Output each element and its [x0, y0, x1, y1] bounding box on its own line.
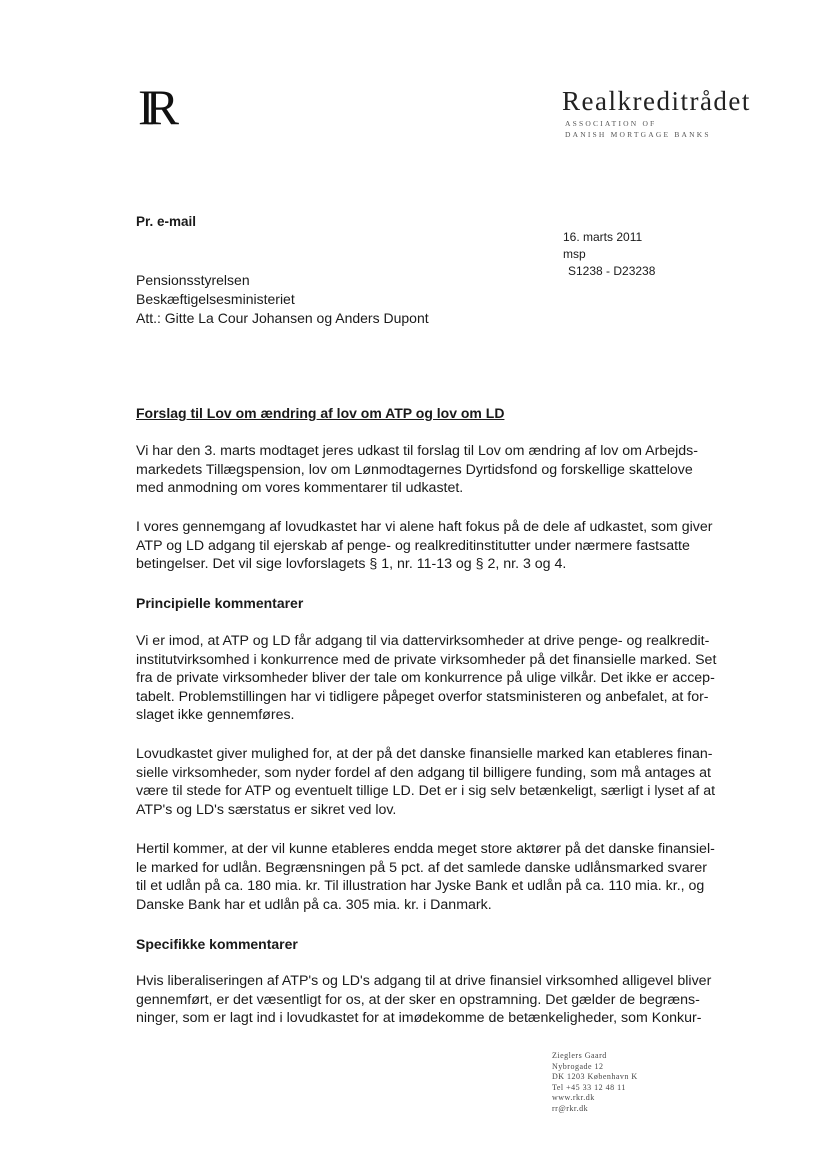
footer-website: www.rkr.dk: [552, 1093, 595, 1102]
footer-line: DK 1203 København K: [552, 1072, 638, 1081]
paragraph-line: ATP's og LD's særstatus er sikret ved lov.: [136, 801, 397, 818]
footer-email: rr@rkr.dk: [552, 1103, 589, 1113]
paragraph-5: [136, 840, 726, 914]
footer-line: Tel +45 33 12 48 11: [552, 1082, 626, 1092]
recipient-line-3: Att.: Gitte La Cour Johansen og Anders Dupont: [136, 310, 429, 326]
sender-initials: msp: [563, 247, 586, 261]
organization-subtitle-line-1: ASSOCIATION OF: [565, 119, 657, 128]
footer-address: [552, 1051, 638, 1114]
paragraph-line: Lovudkastet giver mulighed for, at der på det danske finansielle marked kan etableres finan-: [136, 746, 713, 762]
paragraph-line: sielle virksomheder, som nyder fordel af den adgang til billigere funding, som må antages at: [136, 764, 711, 781]
paragraph-line: Vi har den 3. marts modtaget jeres udkast til forslag til Lov om ændring af lov om Arbejds-: [136, 443, 698, 459]
paragraph-line: være til stede for ATP og eventuelt tillige LD. Det er i sig selv betænkeligt, særligt i lyset af at: [136, 783, 716, 799]
paragraph-line: le marked for udlån. Begrænsningen på 5 pct. af det samlede danske udlånsmarked svarer: [136, 859, 707, 876]
organization-name: Realkreditrådet: [562, 86, 751, 116]
section-heading-specific: Specifikke kommentarer: [136, 936, 298, 952]
paragraph-1: [136, 442, 726, 498]
send-method: Pr. e-mail: [136, 214, 197, 229]
footer-line: Nybrogade 12: [552, 1061, 604, 1071]
paragraph-6: [136, 972, 726, 1028]
paragraph-line: ninger, som er lagt ind i lovudkastet for at imødekomme de betænkeligheder, som Konkur-: [136, 1010, 702, 1026]
paragraph-line: institutvirksomhed i konkurrence med de private virksomheder på det finansielle marked. Set: [136, 651, 717, 668]
paragraph-2: [136, 518, 726, 574]
paragraph-line: gennemført, er det væsentligt for os, at der sker en opstramning. Det gælder de begræns-: [136, 991, 700, 1008]
letter-date: 16. marts 2011: [563, 230, 643, 244]
paragraph-line: ATP og LD adgang til ejerskab af penge- og realkreditinstitutter under nærmere fastsatte: [136, 537, 690, 554]
paragraph-line: slaget ikke gennemføres.: [136, 707, 295, 723]
paragraph-4: [136, 745, 726, 819]
recipient-line-1: Pensionsstyrelsen: [136, 272, 250, 288]
paragraph-line: med anmodning om vores kommentarer til udkastet.: [136, 480, 464, 496]
paragraph-line: Hertil kommer, at der vil kunne etableres endda meget store aktører på det danske finansiel-: [136, 841, 715, 857]
reference-number: S1238 - D23238: [568, 264, 656, 278]
paragraph-line: Hvis liberaliseringen af ATP's og LD's adgang til at drive finansiel virksomhed alligevel bliver: [136, 973, 712, 989]
section-heading-principal: Principielle kommentarer: [136, 595, 304, 611]
organization-subtitle-line-2: DANISH MORTGAGE BANKS: [565, 130, 711, 139]
letter-subject: Forslag til Lov om ændring af lov om ATP og lov om LD: [136, 405, 505, 421]
paragraph-3: [136, 632, 726, 725]
paragraph-line: tabelt. Problemstillingen har vi tidligere påpeget overfor statsministeren og anbefalet, at for-: [136, 688, 709, 705]
paragraph-line: betingelser. Det vil sige lovforslagets § 1, nr. 11-13 og § 2, nr. 3 og 4.: [136, 556, 567, 572]
paragraph-line: I vores gennemgang af lovudkastet har vi alene haft fokus på de dele af udkastet, som giver: [136, 519, 713, 535]
footer-line: Zieglers Gaard: [552, 1051, 607, 1060]
paragraph-line: fra de private virksomheder bliver der tale om konkurrence på ulige vilkår. Det ikke er accep-: [136, 670, 715, 686]
paragraph-line: til et udlån på ca. 180 mia. kr. Til illustration har Jyske Bank et udlån på ca. 110 mia. kr., og: [136, 878, 705, 894]
paragraph-line: markedets Tillægspension, lov om Lønmodtagernes Dyrtidsfond og forskellige skattelove: [136, 461, 693, 478]
recipient-line-2: Beskæftigelsesministeriet: [136, 291, 295, 307]
paragraph-line: Danske Bank har et udlån på ca. 305 mia. kr. i Danmark.: [136, 896, 492, 913]
paragraph-line: Vi er imod, at ATP og LD får adgang til via dattervirksomheder at drive penge- og realkredit-: [136, 633, 710, 649]
logo-mark: IR: [138, 79, 170, 135]
